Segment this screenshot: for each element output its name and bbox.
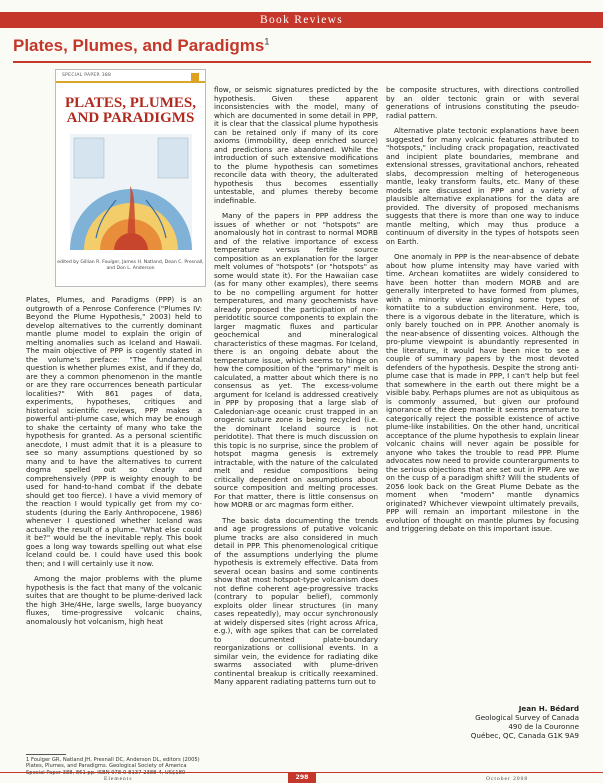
title-rule (13, 61, 591, 63)
paragraph: Many of the papers in PPP address the issues of whether or not "hotspots" are anomalously hot in contrast to normal MORB and of the relative importance of excess temperature versus fertile source composition as an explanation for the larger melt volumes of "hotspots" (or "hotspots" as some would state it). For the Hawaiian case (as for many other examples), there seems to be no compelling argument for hotter temperatures, and many geochemists have already proposed the participation of non-peridotitic source components to explain the larger magmatic fluxes and particular geochemical and mineralogical characteristics of these magmas. For Iceland, there is an ongoing debate about the temperature issue, which seems to hinge on how the composition of the "primary" melt is calculated, a matter about which there is no consensus as yet. The excess-volume argument for Iceland is addressed creatively in PPP by proposing that a large slab of Caledonian-age oceanic crust trapped in an orogenic suture zone is being recycled (i.e. the dominant Iceland source is not peridotite). That there is much discussion on this topic is no surprise, since the problem of hotspot magma genesis is extremely intractable, with the nature of the calculated melt and residue compositions being critically dependent on assumptions about source composition and melting processes. For that matter, there is little consensus on how MORB or arc magmas form either. (214, 211, 378, 509)
title-footnote-mark: 1 (264, 36, 270, 47)
reviewer-address-2: Québec, QC, Canada G1K 9A9 (470, 731, 579, 740)
paragraph: flow, or seismic signatures predicted by the hypothesis. Given these apparent inconsistencies with the model, many of which are documented in some detail in PPP, it is clear that the classical plume hypothesis can be retained only if many of its core axioms (immobility, deep enriched source) and predictions are abandoned. While the introduction of such extensive modifications to the plume hypothesis can sometimes reconcile data with theory, the adulterated hypothesis thus becomes essentially untestable, and plumes thereby become indefinable. (214, 85, 378, 205)
column-3 (386, 86, 579, 541)
paragraph: Plates, Plumes, and Paradigms (PPP) is an outgrowth of a Penrose Conference ("Plumes IV: Beyond the Plume Hypothesis," 2003) held to develop alternatives to the currently dominant mantle plume model to explain the origin of melting anomalies such as Iceland and Hawaii. The main objective of PPP is cogently stated in the volume's preface: "The fundamental question is whether plumes exist, and if they do, are they a common phenomenon in the mantle or are they rare occurrences beneath particular localities?" With 861 pages of data, experiments, hypotheses, critiques and historical scientific reviews, PPP makes a powerful anti-plume case, which may be enough to shake the certainty of many who take the hypothesis for granted. As a personal scientific anecdote, I must admit that it is a pleasure to see so many assumptions questioned by so many and to have the alternatives to current dogma spelled out so clearly and comprehensively (PPP is weighty enough to be used for hand-to-hand combat if the debate should get too fierce). I have a vivid memory of the reaction I would typically get from my co-students (during the Early Anthropocene, 1986) whenever I questioned whether Iceland was actually the result of a plume. "What else could it be?" would be the inevitable reply. This book goes a long way towards spelling out what else Iceland could be. I could have used this book then; and I will certainly use it now. (26, 295, 202, 568)
paragraph: Among the major problems with the plume hypothesis is the fact that many of the volcanic suites that are thought to be plume-derived lack the high 3He/4He, large swells, large buoyancy fluxes, time-progressive volcanic chains, anomalously hot volcanism, high heat (26, 574, 202, 626)
cover-title-line1: PLATES, PLUMES, (65, 95, 196, 111)
reviewer-address-1: 490 de la Couronne (508, 722, 579, 731)
cover-editors-line1: edited by Gillian R. Foulger, James H. Natland, Dean C. Presnall, and Don L. Anderson (57, 260, 204, 271)
paragraph: One anomaly in PPP is the near-absence of debate about how plume intensity may have varied with time. Archean komatiites are widely considered to have been hotter than modern MORB and are generally interpreted to have formed from plumes, with a minority view assigning some types of komatiite to a subduction environment. Here, too, there is a vigorous debate in the literature, which is only barely touched on in PPP. Another anomaly is the near-absence of dissenting voices. Although the pro-plume viewpoint is abundantly represented in the literature, it would have been nice to see a couple of summary papers by the most devoted defenders of the hypothesis. Despite the strong anti-plume case that is made in PPP, I can't help but feel that somewhere in the earth out there might be a visible baby. Perhaps plumes are not as ubiquitous as is commonly assumed, but given our profound ignorance of the deep mantle it seems premature to categorically reject the possible existence of active plume-like instabilities. On the other hand, uncritical acceptance of the plume hypothesis to explain linear volcanic chains will never again be possible for anyone who takes the trouble to read PPP. Plume advocates now need to provide counterarguments to the serious objections that are set out in PPP. Are we on the cusp of a paradigm shift? Will the students of 2056 look back on the Great Plume Debate as the moment when "modern" mantle dynamics originated? Whichever viewpoint ultimately prevails, PPP will remain an important milestone in the evolution of thought on mantle plumes by focusing and triggering debate on this important issue. (386, 252, 579, 533)
article-title (13, 36, 269, 56)
paragraph: The basic data documenting the trends and age progressions of putative volcanic plume tracks are also considered in much detail in PPP. This phenomenological critique of the assumptions underlying the plume hypothesis is extremely effective. Data from several ocean basins and some continents show that most hotspot-type volcanism does not define coherent age-progressive tracks (contrary to popular belief), commonly exploits older linear structures (in many cases repeatedly), may occur synchronously at widely dispersed sites (right across Africa, e.g.), with age spikes that can be correlated to documented plate-boundary reorganizations or collisional events. In a similar vein, the evidence for radiating dike swarms associated with plume-driven continental breakup is critically reexamined. Many apparent radiating patterns turn out to (214, 515, 378, 686)
footnote-rule (26, 754, 66, 755)
reviewer-org: Geological Survey of Canada (475, 713, 579, 722)
reviewer-signature (471, 704, 579, 740)
cover-title-line2: AND PARADIGMS (66, 110, 195, 126)
paragraph: be composite structures, with directions controlled by an older tectonic grain or with several generations of intrusions constituting the pseudo-radial pattern. (386, 85, 579, 120)
footer-journal: Elements (104, 776, 133, 782)
book-cover-image (55, 69, 206, 287)
cover-title (56, 96, 205, 126)
footnote: 1 Foulger GR, Natland JH, Presnall DC, Anderson DL, editors (2005) Plates, Plumes, and Paradigms. Geological Society of America (26, 757, 200, 770)
cover-editors (56, 260, 205, 272)
cover-series: SPECIAL PAPER 388 (62, 73, 112, 78)
cover-rule (56, 81, 205, 83)
footer-date: October 2008 (486, 776, 529, 782)
section-banner: Book Reviews (0, 12, 603, 28)
column-1 (26, 296, 202, 633)
paragraph: Alternative plate tectonic explanations have been suggested for many volcanic features attributed to "hotspots," including crack propagation, reactivated and incipient plate boundaries, membrane and extensional stresses, gravitational anchors, reheated slabs, decompression melting of heterogeneous mantle, leaky transform faults, etc. Many of these models are discussed in PPP and a variety of plausible alternative explanations for the data are provided. The diversity of proposed mechanisms suggests that there is more than one way to induce mantle melting, which may thus produce a continuum of diversity in the types of hotspots seen on Earth. (386, 126, 579, 246)
column-2 (214, 86, 378, 694)
page-number: 298 (288, 772, 316, 783)
article-title-text: Plates, Plumes, and Paradigms (13, 36, 265, 55)
mantle-cross-section-figure (70, 134, 192, 250)
reviewer-name: Jean H. Bédard (518, 704, 579, 713)
